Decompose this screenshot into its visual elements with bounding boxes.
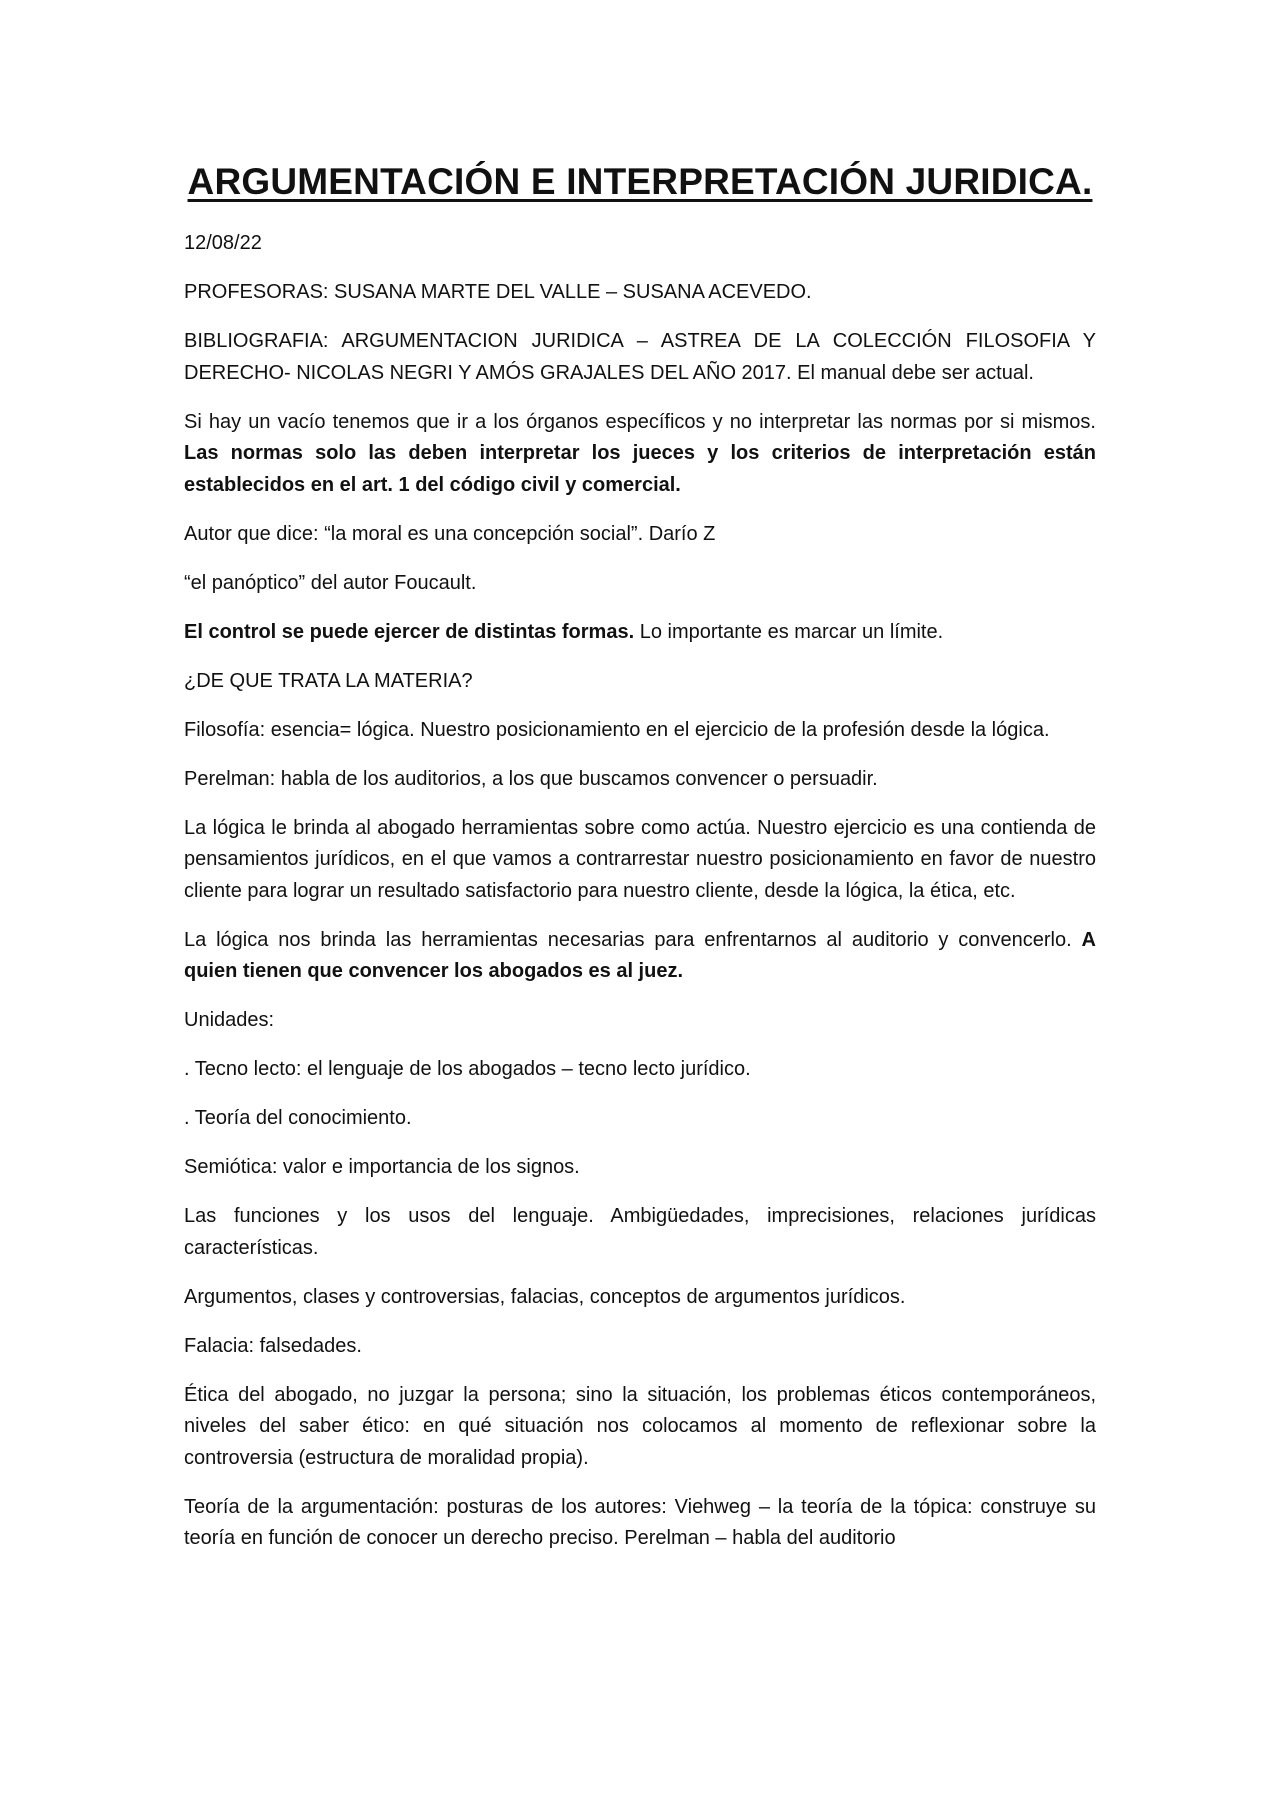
materia-heading: ¿DE QUE TRATA LA MATERIA? (184, 669, 473, 692)
panoptico-paragraph: “el panóptico” del autor Foucault. (184, 571, 477, 594)
vacio-bold-text: Las normas solo las deben interpretar los jueces y los criterios de interpretación están establecidos en el art. 1 del código civil y comercial. (184, 442, 1096, 496)
falacia-paragraph: Falacia: falsedades. (184, 1334, 362, 1357)
profesoras-paragraph: PROFESORAS: SUSANA MARTE DEL VALLE – SUSANA ACEVEDO. (184, 281, 812, 303)
tecno-lecto-paragraph: . Tecno lecto: el lenguaje de los abogados – tecno lecto jurídico. (184, 1058, 751, 1080)
control-paragraph (184, 617, 1096, 649)
logica-auditorio-text: La lógica nos brinda las herramientas necesarias para enfrentarnos al auditorio y convencerlo. (184, 928, 1082, 951)
logica-auditorio-paragraph (184, 925, 1096, 988)
funciones-paragraph: Las funciones y los usos del lenguaje. Ambigüedades, imprecisiones, relaciones jurídicas características. (184, 1205, 1096, 1259)
filosofia-paragraph: Filosofía: esencia= lógica. Nuestro posicionamiento en el ejercicio de la profesión desde la lógica. (184, 718, 1050, 741)
autor-moral-paragraph: Autor que dice: “la moral es una concepción social”. Darío Z (184, 522, 716, 545)
logica-auditorio-bold-text: A quien tienen que convencer los abogados es al juez. (184, 928, 1096, 982)
document-title: ARGUMENTACIÓN E INTERPRETACIÓN JURIDICA. (187, 161, 1093, 202)
perelman-paragraph: Perelman: habla de los auditorios, a los que buscamos convencer o persuadir. (184, 767, 878, 790)
teoria-argumentacion-paragraph: Teoría de la argumentación: posturas de los autores: Viehweg – la teoría de la tópica: construye su teoría en función de conocer un derecho preciso. Perelman – habla del auditorio (184, 1495, 1096, 1549)
date-paragraph: 12/08/22 (184, 232, 262, 254)
control-bold-text: El control se puede ejercer de distintas formas. (184, 620, 635, 643)
control-text: Lo importante es marcar un límite. (634, 620, 944, 643)
bibliografia-paragraph: BIBLIOGRAFIA: ARGUMENTACION JURIDICA – ASTREA DE LA COLECCIÓN FILOSOFIA Y DERECHO- NICOLAS NEGRI Y AMÓS GRAJALES DEL AÑO 2017. El manual debe ser actual. (184, 330, 1096, 384)
vacio-text: Si hay un vacío tenemos que ir a los órganos específicos y no interpretar las normas por si mismos. (184, 410, 1096, 433)
etica-paragraph: Ética del abogado, no juzgar la persona; sino la situación, los problemas éticos contemporáneos, niveles del saber ético: en qué situación nos colocamos al momento de reflexionar sobre la controversia (estructura de moralidad propia). (184, 1383, 1096, 1469)
document-content (184, 158, 1096, 1572)
logica-abogado-paragraph: La lógica le brinda al abogado herramientas sobre como actúa. Nuestro ejercicio es una contienda de pensamientos jurídicos, en el que vamos a contrarrestar nuestro posicionamiento en favor de nuestro cliente para lograr un resultado satisfactorio para nuestro cliente, desde la lógica, la ética, etc. (184, 816, 1096, 902)
vacio-paragraph (184, 407, 1096, 502)
semiotica-paragraph: Semiótica: valor e importancia de los signos. (184, 1156, 580, 1178)
teoria-conocimiento-paragraph: . Teoría del conocimiento. (184, 1107, 412, 1129)
unidades-paragraph: Unidades: (184, 1009, 275, 1031)
argumentos-paragraph: Argumentos, clases y controversias, falacias, conceptos de argumentos jurídicos. (184, 1285, 906, 1308)
